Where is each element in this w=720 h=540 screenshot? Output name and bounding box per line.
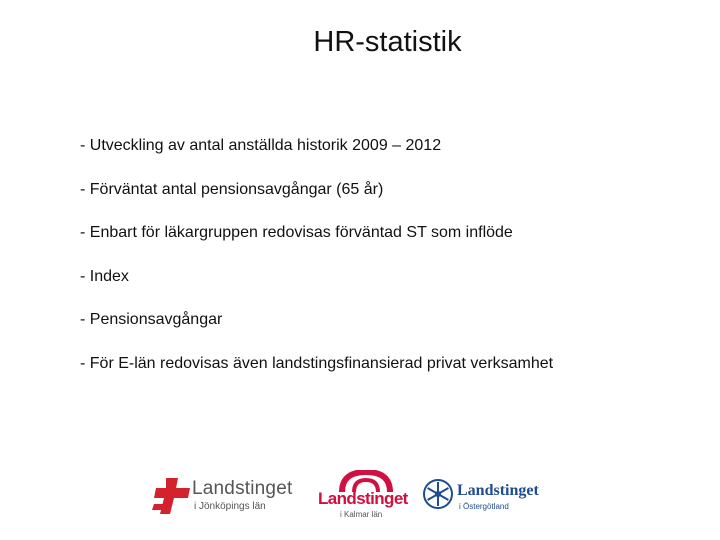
logo-ostergotland-sub: i Östergötland xyxy=(459,502,509,511)
bullet-item: - Pensionsavgångar xyxy=(80,311,223,328)
logo-ostergotland xyxy=(422,470,582,522)
red-cross-arrow-icon xyxy=(152,474,192,518)
slide-title: HR-statistik xyxy=(313,26,462,58)
bullet-list xyxy=(80,136,553,397)
bullet-item: - Förväntat antal pensionsavgångar (65 år) xyxy=(80,180,384,198)
logo-jonkoping xyxy=(150,470,310,522)
bullet-item: - Utveckling av antal anställda historik 2009 – 2012 xyxy=(80,137,442,154)
logo-kalmar-sub: i Kalmar län xyxy=(340,510,383,519)
bullet-item: - Index xyxy=(80,267,129,285)
bullet-item: - För E-län redovisas även landstingsfinansierad privat verksamhet xyxy=(80,354,554,372)
bullet-item: - Enbart för läkargruppen redovisas förväntad ST som inflöde xyxy=(80,224,513,241)
logo-row xyxy=(150,470,580,522)
snowflake-emblem-icon xyxy=(422,478,454,510)
logo-jonkoping-name: Landstinget xyxy=(192,478,293,499)
logo-kalmar-name: Landstinget xyxy=(318,489,408,508)
logo-jonkoping-sub: i Jönköpings län xyxy=(194,501,266,512)
logo-kalmar xyxy=(318,470,418,522)
logo-ostergotland-name: Landstinget xyxy=(457,482,539,499)
